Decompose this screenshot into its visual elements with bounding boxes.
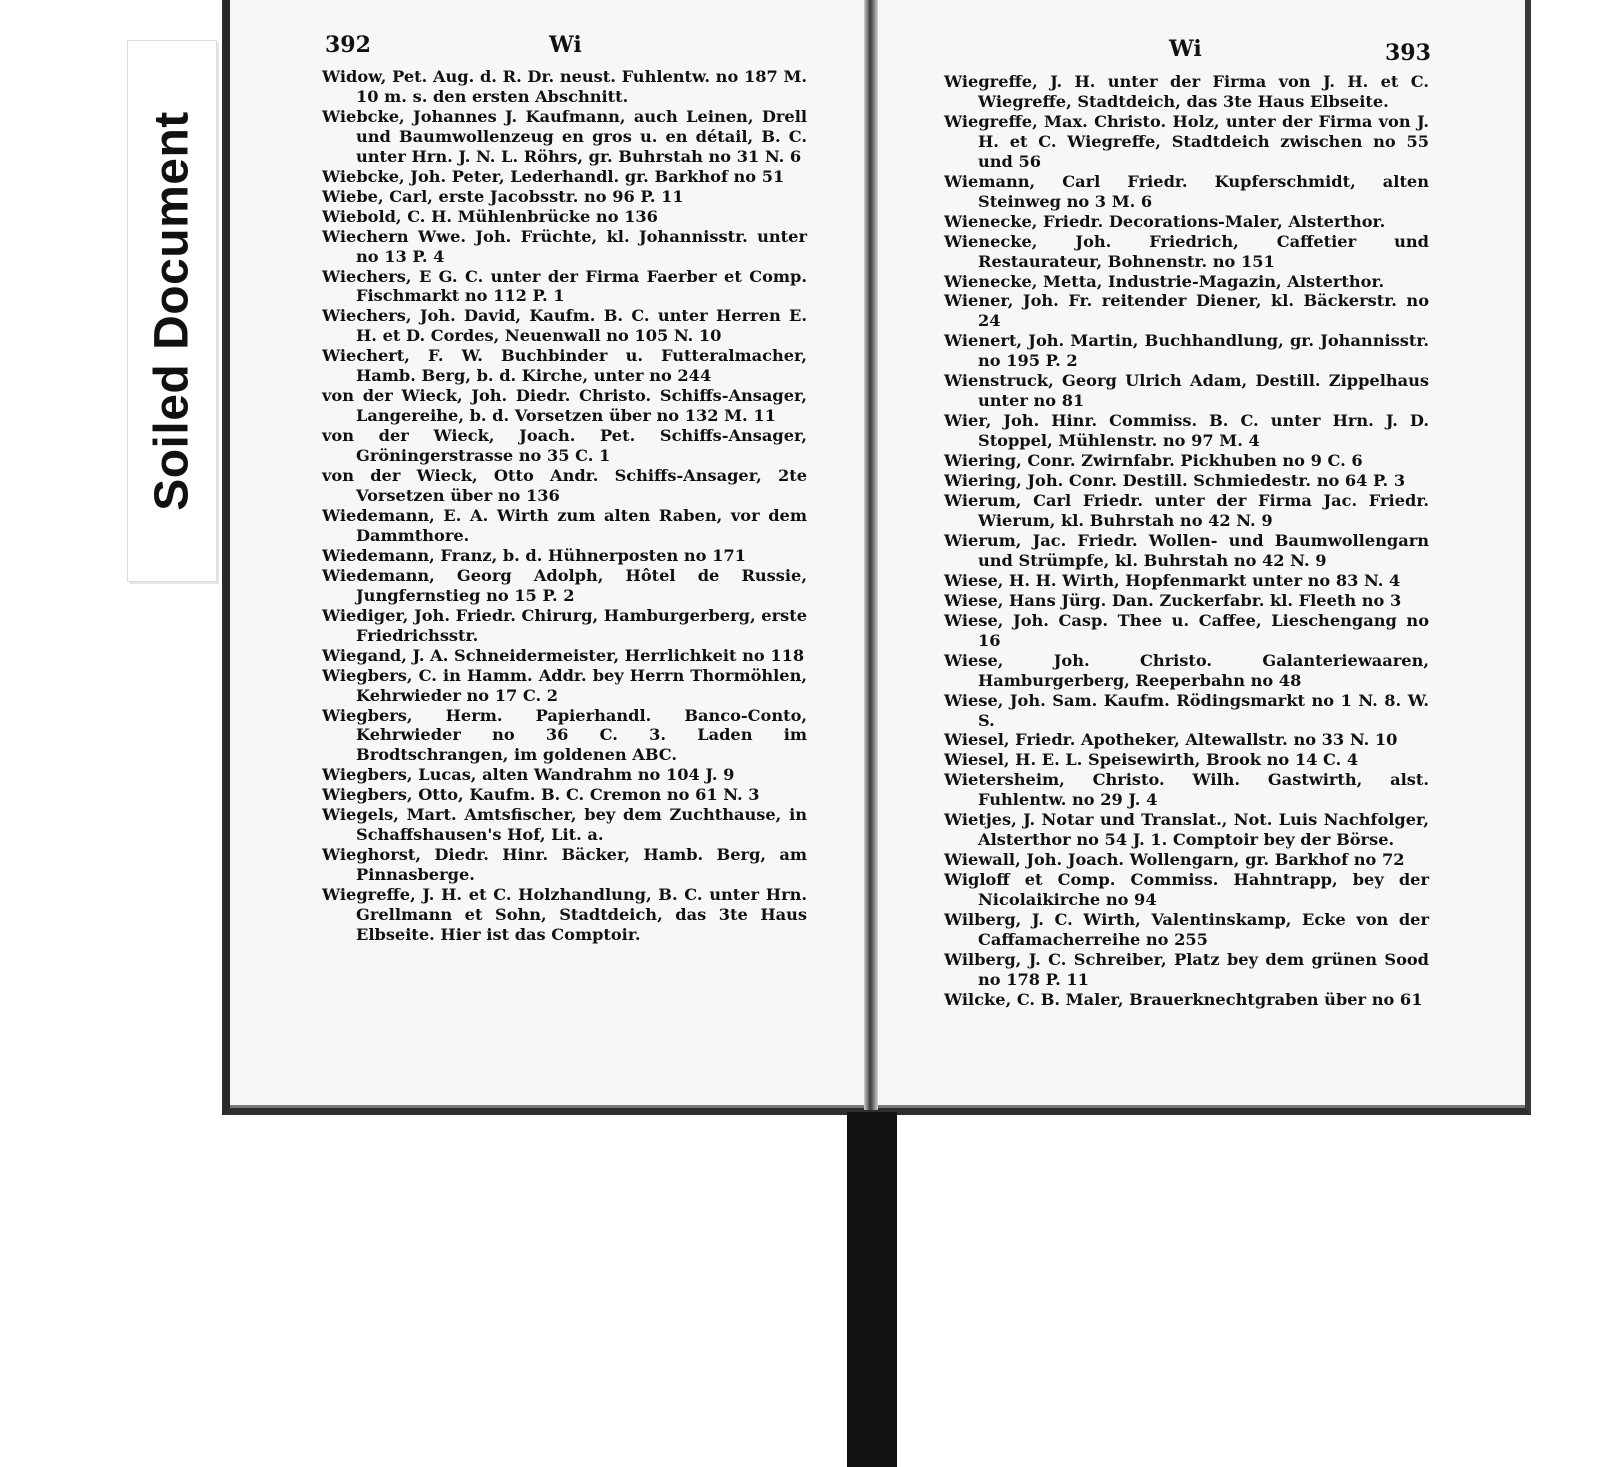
directory-entry: Wiesel, H. E. L. Speisewirth, Brook no 14 C. 4 xyxy=(944,750,1359,770)
directory-entry: Wiegand, J. A. Schneidermeister, Herrlichkeit no 118 xyxy=(322,645,805,665)
book-gutter xyxy=(864,0,878,1110)
directory-entry: Wietersheim, Christo. Wilh. Gastwirth, alst. Fuhlentw. no 29 J. 4 xyxy=(944,770,1429,810)
directory-entry: Wiering, Conr. Zwirnfabr. Pickhuben no 9 C. 6 xyxy=(944,451,1363,471)
directory-entry: Wiemann, Carl Friedr. Kupferschmidt, alten Steinweg no 3 M. 6 xyxy=(944,171,1429,211)
directory-entry: Wiegreffe, Max. Christo. Holz, unter der Firma von J. H. et C. Wiegreffe, Stadtdeich zwischen no 55 und 56 xyxy=(944,111,1429,171)
directory-entry: Wigloff et Comp. Commiss. Hahntrapp, bey der Nicolaikirche no 94 xyxy=(944,870,1429,910)
bookmark-ribbon xyxy=(847,1112,897,1467)
directory-entry: Wierum, Carl Friedr. unter der Firma Jac. Friedr. Wierum, kl. Buhrstah no 42 N. 9 xyxy=(944,491,1429,530)
directory-entry: Wienstruck, Georg Ulrich Adam, Destill. Zippelhaus unter no 81 xyxy=(944,371,1429,411)
directory-entry: Wiechers, E G. C. unter der Firma Faerber et Comp. Fischmarkt no 112 P. 1 xyxy=(322,266,807,306)
directory-entry: Wiewall, Joh. Joach. Wollengarn, gr. Barkhof no 72 xyxy=(944,850,1405,870)
directory-entry: Wiese, Joh. Casp. Thee u. Caffee, Lieschengang no 16 xyxy=(944,610,1429,650)
directory-entry: Wiechert, F. W. Buchbinder u. Futteralmacher, Hamb. Berg, b. d. Kirche, unter no 244 xyxy=(322,346,807,386)
left-page-number: 392 xyxy=(325,32,371,58)
soiled-document-label xyxy=(127,40,217,582)
label-text: Soiled Document xyxy=(145,111,199,511)
directory-entry: Wietjes, J. Notar und Translat., Not. Luis Nachfolger, Alsterthor no 54 J. 1. Comptoir bey der Börse. xyxy=(944,810,1429,850)
directory-entry: Wilberg, J. C. Wirth, Valentinskamp, Ecke von der Caffamacherreihe no 255 xyxy=(944,910,1429,949)
directory-entry: Wilcke, C. B. Maler, Brauerknechtgraben über no 61 xyxy=(944,989,1423,1009)
directory-entry: Wiebcke, Joh. Peter, Lederhandl. gr. Barkhof no 51 xyxy=(322,166,785,186)
left-page-section: Wi xyxy=(549,32,582,58)
directory-entry: Wiener, Joh. Fr. reitender Diener, kl. Bäckerstr. no 24 xyxy=(944,291,1429,331)
directory-entry: Wiebold, C. H. Mühlenbrücke no 136 xyxy=(322,206,658,226)
directory-entry: Wiese, Hans Jürg. Dan. Zuckerfabr. kl. Fleeth no 3 xyxy=(944,590,1402,610)
directory-entry: Wiesel, Friedr. Apotheker, Altewallstr. no 33 N. 10 xyxy=(944,730,1398,750)
directory-entry: Wier, Joh. Hinr. Commiss. B. C. unter Hrn. J. D. Stoppel, Mühlenstr. no 97 M. 4 xyxy=(944,411,1429,451)
directory-entry: Wienert, Joh. Martin, Buchhandlung, gr. Johannisstr. no 195 P. 2 xyxy=(944,331,1429,371)
directory-entry: Wiegbers, C. in Hamm. Addr. bey Herrn Thormöhlen, Kehrwieder no 17 C. 2 xyxy=(322,665,807,705)
directory-entry: Wiediger, Joh. Friedr. Chirurg, Hamburgerberg, erste Friedrichsstr. xyxy=(322,605,807,645)
directory-entry: Wiebe, Carl, erste Jacobsstr. no 96 P. 11 xyxy=(322,186,684,206)
directory-entry: Wiedemann, Franz, b. d. Hühnerposten no 171 xyxy=(322,545,746,565)
directory-entry: Wiegels, Mart. Amtsfischer, bey dem Zuchthause, in Schaffshausen's Hof, Lit. a. xyxy=(322,805,807,845)
directory-entry: Wiering, Joh. Conr. Destill. Schmiedestr. no 64 P. 3 xyxy=(944,471,1406,491)
directory-entry: Wilberg, J. C. Schreiber, Platz bey dem grünen Sood no 178 P. 11 xyxy=(944,949,1429,989)
right-page-section: Wi xyxy=(1169,36,1202,62)
right-page-entries xyxy=(944,72,1429,1010)
directory-entry: Wiegbers, Otto, Kaufm. B. C. Cremon no 61 N. 3 xyxy=(322,785,760,805)
directory-entry: Wiedemann, Georg Adolph, Hôtel de Russie, Jungfernstieg no 15 P. 2 xyxy=(322,565,807,605)
directory-entry: Wiedemann, E. A. Wirth zum alten Raben, vor dem Dammthore. xyxy=(322,505,807,545)
directory-entry: Wiese, H. H. Wirth, Hopfenmarkt unter no 83 N. 4 xyxy=(944,570,1401,590)
directory-entry: Wiechern Wwe. Joh. Früchte, kl. Johannisstr. unter no 13 P. 4 xyxy=(322,226,807,266)
directory-entry: Wienecke, Metta, Industrie-Magazin, Alsterthor. xyxy=(944,271,1385,291)
directory-entry: Wiebcke, Johannes J. Kaufmann, auch Leinen, Drell und Baumwollenzeug en gros u. en détail, B. C. unter Hrn. J. N. L. Röhrs, gr. Buhrstah no 31 N. 6 xyxy=(322,106,807,166)
directory-entry: Wiechers, Joh. David, Kaufm. B. C. unter Herren E. H. et D. Cordes, Neuenwall no 105 N. 10 xyxy=(322,306,807,346)
directory-entry: Wieghorst, Diedr. Hinr. Bäcker, Hamb. Berg, am Pinnasberge. xyxy=(322,845,807,885)
directory-entry: Wiegbers, Lucas, alten Wandrahm no 104 J. 9 xyxy=(322,765,735,785)
directory-entry: Wiegbers, Herm. Papierhandl. Banco-Conto, Kehrwieder no 36 C. 3. Laden im Brodtschrangen, im goldenen ABC. xyxy=(322,705,807,765)
directory-entry: Wierum, Jac. Friedr. Wollen- und Baumwollengarn und Strümpfe, kl. Buhrstah no 42 N. 9 xyxy=(944,530,1429,570)
left-page-entries xyxy=(322,67,807,945)
right-page-number: 393 xyxy=(1385,40,1431,66)
directory-entry: Wiese, Joh. Christo. Galanteriewaaren, Hamburgerberg, Reeperbahn no 48 xyxy=(944,650,1429,690)
directory-entry: Wienecke, Joh. Friedrich, Caffetier und Restaurateur, Bohnenstr. no 151 xyxy=(944,231,1429,271)
directory-entry: Widow, Pet. Aug. d. R. Dr. neust. Fuhlentw. no 187 M. 10 m. s. den ersten Abschnitt. xyxy=(322,67,807,106)
directory-entry: Wienecke, Friedr. Decorations-Maler, Alsterthor. xyxy=(944,211,1386,231)
directory-entry: Wiese, Joh. Sam. Kaufm. Rödingsmarkt no 1 N. 8. W. S. xyxy=(944,690,1429,730)
directory-entry: Wiegreffe, J. H. et C. Holzhandlung, B. C. unter Hrn. Grellmann et Sohn, Stadtdeich, das 3te Haus Elbseite. Hier ist das Comptoir. xyxy=(322,885,807,944)
directory-entry: Wiegreffe, J. H. unter der Firma von J. H. et C. Wiegreffe, Stadtdeich, das 3te Haus Elbseite. xyxy=(944,72,1429,111)
directory-entry: von der Wieck, Otto Andr. Schiffs-Ansager, 2te Vorsetzen über no 136 xyxy=(322,466,807,506)
directory-entry: von der Wieck, Joach. Pet. Schiffs-Ansager, Gröningerstrasse no 35 C. 1 xyxy=(322,426,807,466)
directory-entry: von der Wieck, Joh. Diedr. Christo. Schiffs-Ansager, Langereihe, b. d. Vorsetzen über no 132 M. 11 xyxy=(322,386,807,426)
